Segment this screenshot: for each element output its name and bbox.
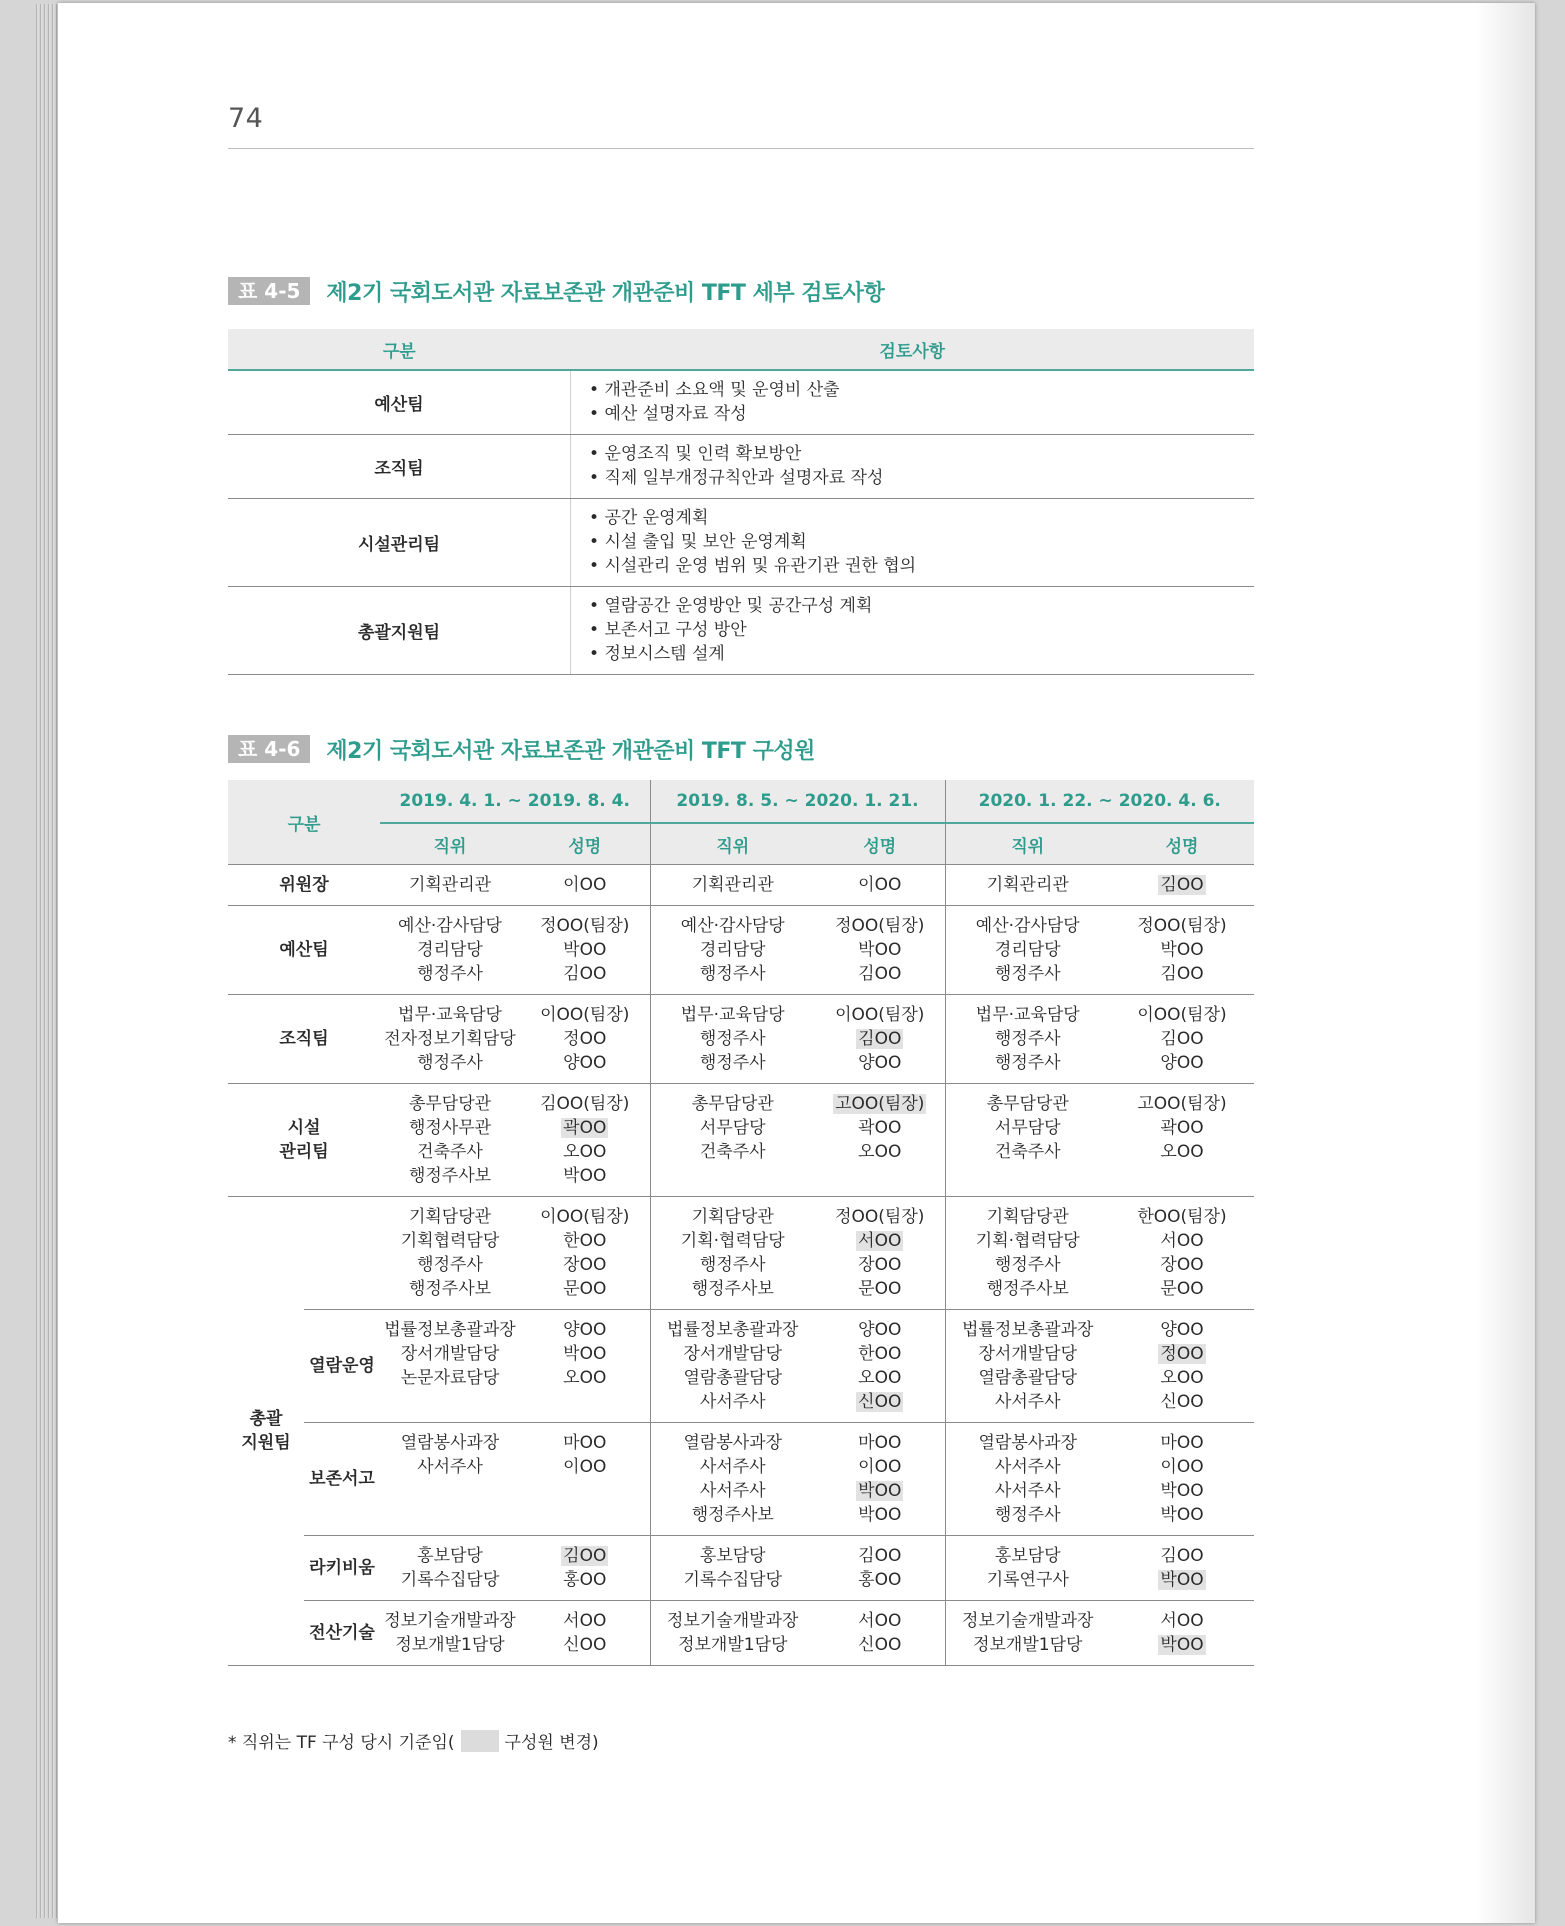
table46-row-facility: 시설 관리팀 총무담당관 행정사무관 건축주사 행정주사보 김OO(팀장) 곽OO 오OO 박OO 총무담당관 서무담당 건축주사 고OO(팀장) 곽OO 오OO 총무담당관 서무담당 건축주사 고OO(팀장) 곽OO 오OO: [228, 1084, 1254, 1197]
position-header: 직위: [945, 823, 1110, 865]
table45-row: 조직팀 • 운영조직 및 인력 확보방안 • 직제 일부개정규칙안과 설명자료 작성: [228, 434, 1254, 498]
table46-row-general: 총괄 지원팀 기획담당관 기획협력담당 행정주사 행정주사보 이OO(팀장) 한OO 장OO 문OO 기획담당관 기획·협력담당 행정주사 행정주사보 정OO(팀장) 서OO 장OO 문OO 기획담당관 기획·협력담당 행정주사 행정주사보 한OO(팀장) 서OO 장OO 문OO: [228, 1197, 1254, 1310]
table45-row: 예산팀 • 개관준비 소요액 및 운영비 산출 • 예산 설명자료 작성: [228, 370, 1254, 434]
position-header: 직위: [380, 823, 520, 865]
table46-row-it: 전산기술 정보기술개발과장 정보개발1담당 서OO 신OO 정보기술개발과장 정보개발1담당 서OO 신OO 정보기술개발과장 정보개발1담당 서OO 박OO: [228, 1601, 1254, 1666]
footnote-text-after: 구성원 변경): [504, 1733, 599, 1753]
table46-row-archive: 라키비움 홍보담당 기록수집담당 김OO 홍OO 홍보담당 기록수집담당 김OO 홍OO 홍보담당 기록연구사 김OO 박OO: [228, 1536, 1254, 1601]
table45-tag: 표 4-5: [228, 277, 310, 305]
table46-row-chair: 위원장 기획관리관 이OO 기획관리관 이OO 기획관리관 김OO: [228, 865, 1254, 906]
changed-member-swatch: [461, 1730, 499, 1752]
name-header: 성명: [520, 823, 650, 865]
table46-row-budget: 예산팀 예산·감사담당 경리담당 행정주사 정OO(팀장) 박OO 김OO 예산·감사담당 경리담당 행정주사 정OO(팀장) 박OO 김OO 예산·감사담당 경리담당 행정주사 정OO(팀장) 박OO 김OO: [228, 906, 1254, 995]
table45-header-items: 검토사항: [571, 329, 1255, 370]
period-header-2: 2019. 8. 5. ~ 2020. 1. 21.: [650, 780, 945, 823]
table46-title: 제2기 국회도서관 자료보존관 개관준비 TFT 구성원: [326, 738, 815, 764]
document-page: [58, 3, 1535, 1923]
table46-header-category: 구분: [228, 780, 380, 865]
period-header-1: 2019. 4. 1. ~ 2019. 8. 4.: [380, 780, 650, 823]
table46-row-reading: 열람운영 법률정보총괄과장 장서개발담당 논문자료담당 양OO 박OO 오OO 법률정보총괄과장 장서개발담당 열람총괄담당 사서주사 양OO 한OO 오OO 신OO 법률정보총괄과장 장서개발담당 열람총괄담당 사서주사 양OO 정OO 오OO 신OO: [228, 1310, 1254, 1423]
table46: [228, 780, 1254, 1666]
table45-caption: [228, 276, 884, 306]
table45-header-category: 구분: [228, 329, 571, 370]
header-rule: [228, 148, 1254, 149]
table45-row: 총괄지원팀 • 열람공간 운영방안 및 공간구성 계획 • 보존서고 구성 방안 • 정보시스템 설계: [228, 586, 1254, 674]
page-number: 74: [228, 103, 264, 134]
table45-row: 시설관리팀 • 공간 운영계획 • 시설 출입 및 보안 운영계획 • 시설관리 운영 범위 및 유관기관 권한 협의: [228, 498, 1254, 586]
position-header: 직위: [650, 823, 815, 865]
table46-row-stacks: 보존서고 열람봉사과장 사서주사 마OO 이OO 열람봉사과장 사서주사 사서주사 행정주사보 마OO 이OO 박OO 박OO 열람봉사과장 사서주사 사서주사 행정주사 마OO 이OO 박OO 박OO: [228, 1423, 1254, 1536]
name-header: 성명: [1110, 823, 1254, 865]
table45: [228, 329, 1254, 675]
table46-row-org: 조직팀 법무·교육담당 전자정보기획담당 행정주사 이OO(팀장) 정OO 양OO 법무·교육담당 행정주사 행정주사 이OO(팀장) 김OO 양OO 법무·교육담당 행정주사 행정주사 이OO(팀장) 김OO 양OO: [228, 995, 1254, 1084]
period-header-3: 2020. 1. 22. ~ 2020. 4. 6.: [945, 780, 1254, 823]
table45-title: 제2기 국회도서관 자료보존관 개관준비 TFT 세부 검토사항: [326, 280, 885, 306]
table46-tag: 표 4-6: [228, 735, 310, 763]
name-header: 성명: [815, 823, 945, 865]
footnote-text-before: * 직위는 TF 구성 당시 기준임(: [228, 1733, 455, 1753]
footnote: [228, 1728, 599, 1753]
table46-caption: [228, 734, 815, 764]
